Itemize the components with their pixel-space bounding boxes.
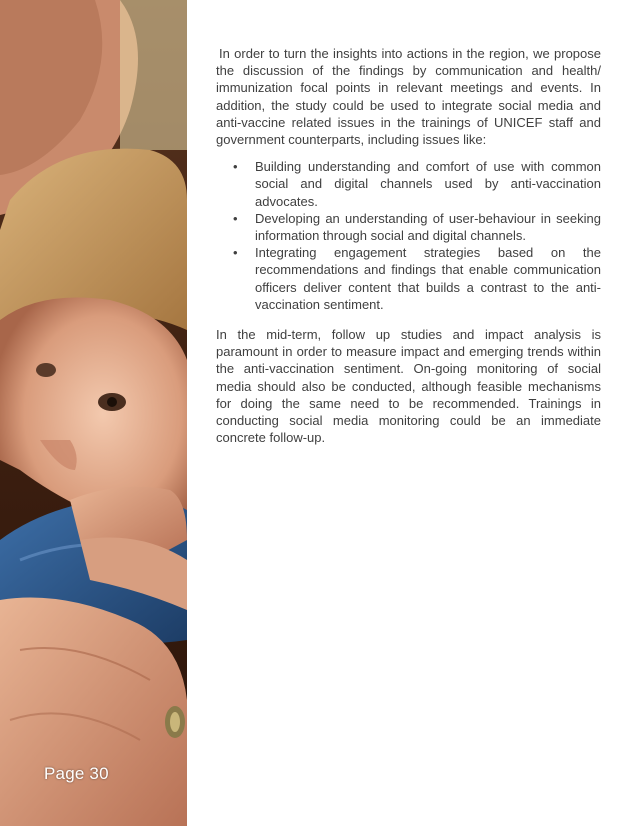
- body-text-column: [216, 45, 601, 446]
- page-number: Page 30: [44, 764, 109, 783]
- recommendation-list: [216, 158, 601, 313]
- photo-illustration: [0, 0, 187, 826]
- list-item: • Developing an understanding of user-behaviour in seeking information through social and digital channels.: [255, 210, 601, 244]
- cover-photo-child: [0, 0, 187, 826]
- list-item: • Integrating engagement strategies based on the recommendations and findings that enable communication officers deliver content that builds a contrast to the anti-vaccination sentiment.: [255, 244, 601, 313]
- list-item: • Building understanding and comfort of use with common social and digital channels used by anti-vaccination advocates.: [255, 158, 601, 210]
- intro-paragraph: In order to turn the insights into actions in the region, we propose the discussion of the findings by communication and health/ immunization focal points in relevant meetings and events. In addition, the study could be used to integrate social media and anti-vaccine related issues in the trainings of UNICEF staff and government counterparts, including issues like:: [216, 46, 601, 148]
- midterm-paragraph: In the mid-term, follow up studies and impact analysis is paramount in order to measure impact and emerging trends within the anti-vaccination sentiment. On-going monitoring of social media should also be conducted, although feasible mechanisms for doing the same need to be recommended. Trainings in conducting social media monitoring could be an immediate concrete follow-up.: [216, 327, 601, 446]
